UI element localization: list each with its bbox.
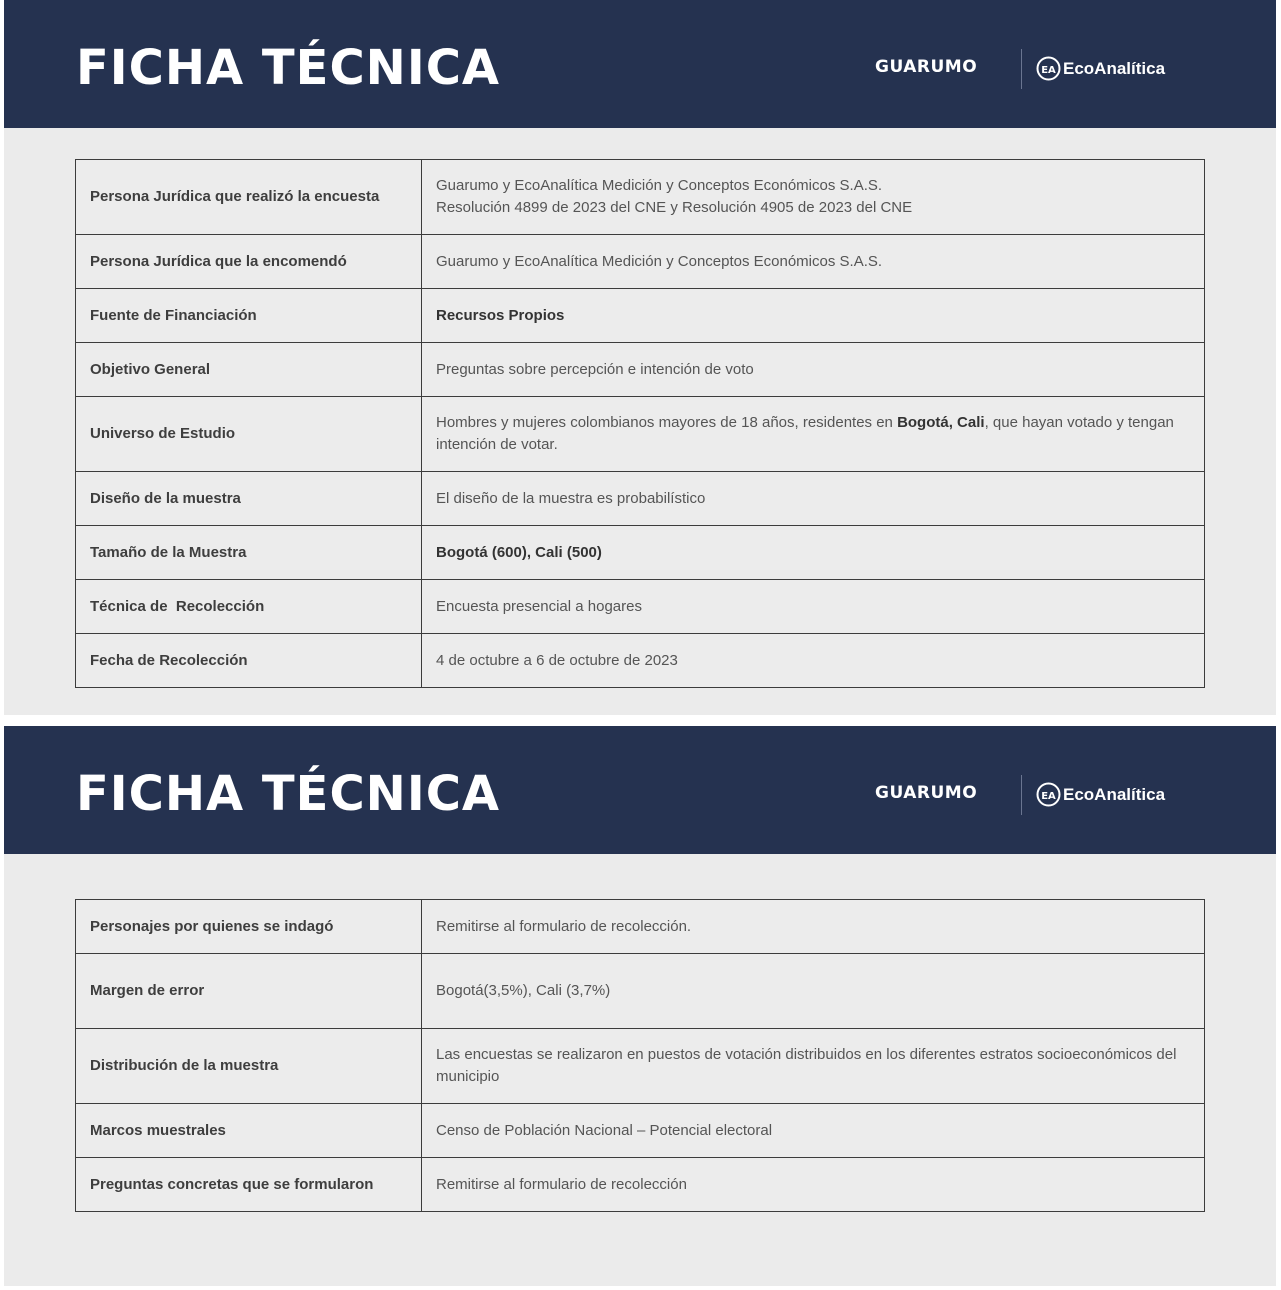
row-value bbox=[422, 526, 1205, 580]
svg-text:EA: EA bbox=[1041, 65, 1056, 76]
row-label: Distribución de la muestra bbox=[76, 1029, 422, 1104]
row-value: El diseño de la muestra es probabilístico bbox=[422, 472, 1205, 526]
row-label: Técnica de Recolección bbox=[76, 580, 422, 634]
table-row bbox=[76, 526, 1205, 580]
table-row bbox=[76, 160, 1205, 235]
table-row bbox=[76, 397, 1205, 472]
row-value bbox=[422, 160, 1205, 235]
row-value-line: Guarumo y EcoAnalítica Medición y Conceptos Económicos S.A.S. bbox=[436, 177, 883, 194]
table-row bbox=[76, 472, 1205, 526]
row-label: Persona Jurídica que la encomendó bbox=[76, 235, 422, 289]
row-value: Remitirse al formulario de recolección bbox=[422, 1158, 1205, 1212]
header-bar bbox=[4, 0, 1276, 128]
logo-divider bbox=[1021, 775, 1022, 815]
table-row bbox=[76, 343, 1205, 397]
row-value-line: Resolución 4899 de 2023 del CNE y Resolución 4905 de 2023 del CNE bbox=[436, 199, 913, 216]
row-value-text: Hombres y mujeres colombianos mayores de 18 años, residentes en bbox=[436, 414, 898, 431]
row-label: Margen de error bbox=[76, 954, 422, 1029]
row-label: Persona Jurídica que realizó la encuesta bbox=[76, 160, 422, 235]
ficha-tecnica-panel-1 bbox=[4, 0, 1276, 715]
row-label: Fecha de Recolección bbox=[76, 634, 422, 688]
ecoanalitica-logo: EcoAnalítica bbox=[1063, 59, 1166, 78]
guarumo-logo: GUARUMO bbox=[875, 783, 978, 803]
ecoanalitica-logo-icon bbox=[1036, 56, 1061, 81]
table-row bbox=[76, 1029, 1205, 1104]
row-label: Fuente de Financiación bbox=[76, 289, 422, 343]
row-value: 4 de octubre a 6 de octubre de 2023 bbox=[422, 634, 1205, 688]
page-title: FICHA TÉCNICA bbox=[76, 766, 501, 822]
table-row bbox=[76, 900, 1205, 954]
row-value-bold: Recursos Propios bbox=[436, 306, 565, 324]
guarumo-logo: GUARUMO bbox=[875, 57, 978, 77]
header-bar bbox=[4, 726, 1276, 854]
row-label: Diseño de la muestra bbox=[76, 472, 422, 526]
row-value bbox=[422, 397, 1205, 472]
row-label: Objetivo General bbox=[76, 343, 422, 397]
row-value bbox=[422, 289, 1205, 343]
row-value-bold: Bogotá, Cali bbox=[897, 414, 985, 431]
table-row bbox=[76, 235, 1205, 289]
row-label: Personajes por quienes se indagó bbox=[76, 900, 422, 954]
page-divider bbox=[0, 715, 1281, 726]
table-row bbox=[76, 634, 1205, 688]
svg-text:EA: EA bbox=[1041, 791, 1056, 802]
table-row bbox=[76, 1158, 1205, 1212]
table-row bbox=[76, 580, 1205, 634]
table-row bbox=[76, 289, 1205, 343]
row-value: Las encuestas se realizaron en puestos de votación distribuidos en los diferentes estratos socioeconómicos del municipio bbox=[422, 1029, 1205, 1104]
ficha-table-1 bbox=[75, 159, 1205, 688]
row-value: Guarumo y EcoAnalítica Medición y Conceptos Económicos S.A.S. bbox=[422, 235, 1205, 289]
row-value: Censo de Población Nacional – Potencial electoral bbox=[422, 1104, 1205, 1158]
row-label: Marcos muestrales bbox=[76, 1104, 422, 1158]
row-value: Encuesta presencial a hogares bbox=[422, 580, 1205, 634]
row-label: Universo de Estudio bbox=[76, 397, 422, 472]
ficha-table-2 bbox=[75, 899, 1205, 1212]
table-row bbox=[76, 954, 1205, 1029]
ficha-tecnica-panel-2 bbox=[4, 726, 1276, 1286]
ecoanalitica-logo-icon bbox=[1036, 782, 1061, 807]
table-row bbox=[76, 1104, 1205, 1158]
ecoanalitica-logo: EcoAnalítica bbox=[1063, 785, 1166, 804]
row-value: Bogotá(3,5%), Cali (3,7%) bbox=[422, 954, 1205, 1029]
row-value-bold: Bogotá (600), Cali (500) bbox=[436, 543, 602, 561]
row-value: Preguntas sobre percepción e intención de voto bbox=[422, 343, 1205, 397]
row-label: Preguntas concretas que se formularon bbox=[76, 1158, 422, 1212]
row-value: Remitirse al formulario de recolección. bbox=[422, 900, 1205, 954]
page-title: FICHA TÉCNICA bbox=[76, 40, 501, 96]
row-value-text: , que hayan votado y tengan intención de votar. bbox=[436, 414, 1174, 453]
row-label: Tamaño de la Muestra bbox=[76, 526, 422, 580]
logo-divider bbox=[1021, 49, 1022, 89]
